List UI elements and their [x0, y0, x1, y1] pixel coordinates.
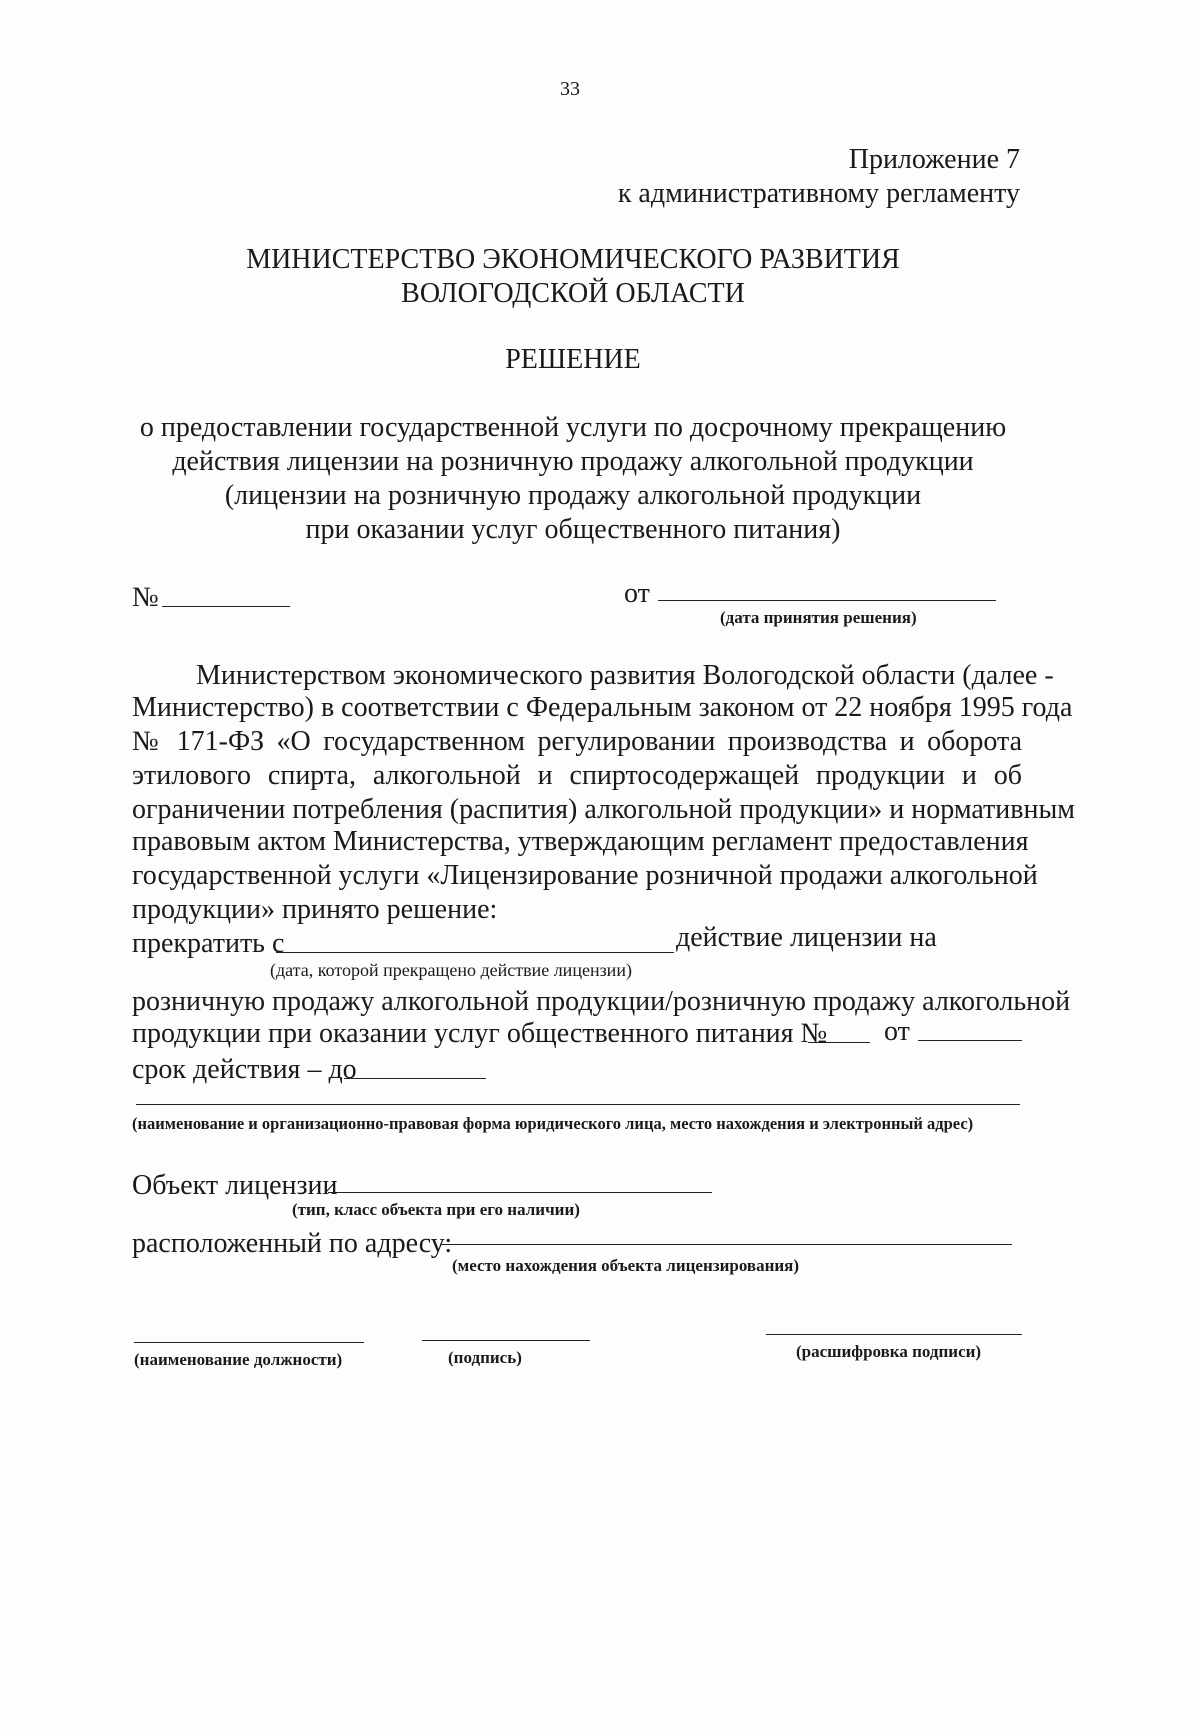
body-line: правовым актом Министерства, утверждающим регламент предоставления [132, 826, 1029, 857]
body-line: ограничении потребления (распития) алкогольной продукции» и нормативным [132, 794, 1076, 825]
entity-caption: (наименование и организационно-правовая форма юридического лица, место нахождения и электронный адрес) [132, 1114, 974, 1133]
number-label: № [132, 582, 159, 613]
validity-label: срок действия – до [132, 1054, 357, 1085]
terminate-date-line [276, 952, 674, 953]
license-line: розничную продажу алкогольной продукции/розничную продажу алкогольной [132, 986, 1071, 1017]
body-line: Министерство) в соответствии с Федеральным законом от 22 ноября 1995 года [132, 692, 1073, 723]
document-title: РЕШЕНИЕ [505, 344, 641, 375]
ministry-name-line1: МИНИСТЕРСТВО ЭКОНОМИЧЕСКОГО РАЗВИТИЯ [246, 244, 900, 275]
object-caption: (тип, класс объекта при его наличии) [292, 1200, 580, 1219]
address-line [440, 1244, 1012, 1245]
object-line [328, 1192, 712, 1193]
date-caption: (дата принятия решения) [720, 608, 917, 627]
validity-line [344, 1078, 486, 1079]
terminate-caption: (дата, которой прекращено действие лицензии) [270, 960, 632, 980]
license-date-line [918, 1040, 1022, 1041]
body-line: Министерством экономического развития Вологодской области (далее - [196, 660, 1054, 691]
page-number: 33 [560, 78, 580, 100]
terminate-suffix: действие лицензии на [676, 922, 937, 953]
body-line: № 171-ФЗ «О государственном регулировании производства и оборота [132, 726, 1022, 757]
body-line: продукции» принято решение: [132, 894, 498, 925]
sign-line [422, 1340, 590, 1341]
decoding-line [766, 1334, 1022, 1335]
position-line [134, 1342, 364, 1343]
appendix-number: Приложение 7 [848, 144, 1020, 175]
ministry-name-line2: ВОЛОГОДСКОЙ ОБЛАСТИ [401, 278, 745, 309]
subject-line: о предоставлении государственной услуги по досрочному прекращению [139, 412, 1007, 443]
object-label: Объект лицензии [132, 1170, 338, 1201]
entity-line [136, 1104, 1020, 1105]
date-field-line [658, 600, 996, 601]
address-label: расположенный по адресу: [132, 1228, 453, 1259]
sign-caption: (подпись) [448, 1348, 522, 1367]
subject-line: (лицензии на розничную продажу алкогольной продукции [224, 480, 922, 511]
body-line: этилового спирта, алкогольной и спиртосодержащей продукции и об [132, 760, 1022, 791]
license-number-line [808, 1042, 870, 1043]
address-caption: (место нахождения объекта лицензирования) [452, 1256, 800, 1275]
position-caption: (наименование должности) [134, 1350, 343, 1369]
number-field-line [162, 606, 290, 607]
subject-line: при оказании услуг общественного питания) [305, 514, 841, 545]
body-line: государственной услуги «Лицензирование розничной продажи алкогольной [132, 860, 1038, 891]
date-label: от [624, 578, 650, 609]
decoding-caption: (расшифровка подписи) [796, 1342, 982, 1361]
appendix-reference: к административному регламенту [617, 178, 1020, 209]
subject-line: действия лицензии на розничную продажу алкогольной продукции [172, 446, 974, 477]
terminate-prefix: прекратить с [132, 928, 285, 959]
license-date-label: от [884, 1016, 910, 1047]
license-number-label: продукции при оказании услуг общественного питания № [132, 1018, 828, 1049]
